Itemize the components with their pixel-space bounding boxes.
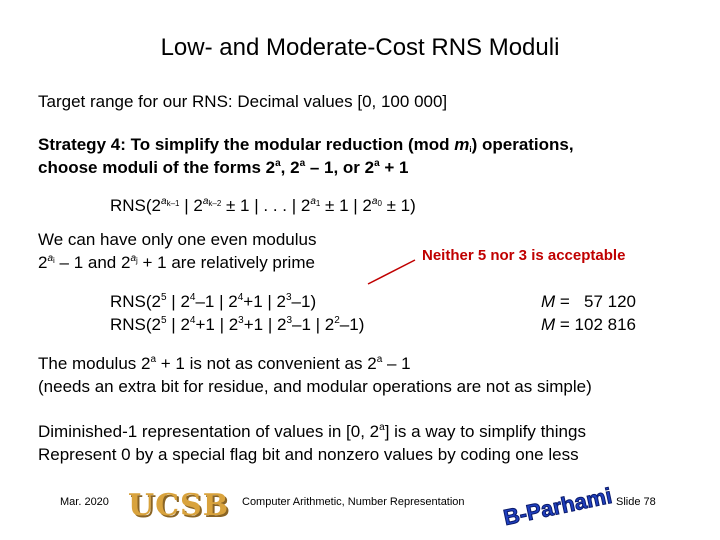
exponent: a1 (310, 196, 321, 208)
exponent: a (379, 422, 385, 433)
rns-example-1 (110, 290, 316, 313)
exponent: a (376, 354, 383, 365)
exponent: a (299, 158, 306, 169)
strategy-text: ) operations, (471, 135, 574, 154)
strategy-text: Strategy 4: To simplify the modular reduction (mod (38, 135, 455, 154)
body-text: Diminished-1 representation of values in [0, 2 (38, 422, 380, 441)
formula-text: +1 | 2 (243, 315, 287, 334)
exponent: ak–2 (202, 196, 222, 208)
formula-text: +1 | 2 (195, 315, 239, 334)
exponent: a0 (371, 196, 382, 208)
exponent: aj (130, 253, 138, 265)
ucsb-logo: UCSB (128, 488, 230, 523)
formula-text: +1 | 2 (243, 292, 286, 311)
body-text: – 1 (382, 354, 411, 373)
strategy-text: choose moduli of the forms 2 (38, 158, 276, 177)
svg-text:B-Parhami: B-Parhami (501, 482, 615, 531)
footer-course: Computer Arithmetic, Number Representation (242, 496, 465, 508)
formula-text: RNS(2 (110, 315, 162, 334)
formula-text: RNS(2 (110, 292, 162, 311)
body-text: ] is a way to simplify things (384, 422, 586, 441)
formula-text: | 2 (179, 196, 203, 215)
formula-text: –1 | 2 (195, 292, 238, 311)
formula-text: 2 (38, 253, 48, 272)
formula-text: –1) (291, 292, 317, 311)
strategy-text: + 1 (379, 158, 409, 177)
callout-text: Neither 5 nor 3 is acceptable (422, 247, 626, 264)
formula-text: | 2 (166, 315, 190, 334)
convenience-line-2: (needs an extra bit for residue, and modular operations are not as simple) (38, 377, 592, 396)
exponent: 5 (161, 292, 167, 303)
even-modulus-line-1: We can have only one even modulus (38, 230, 317, 249)
diminished-line-1 (38, 420, 586, 443)
rns-example-2 (110, 313, 364, 336)
dynamic-range-2 (541, 313, 636, 336)
strategy-text: , 2 (280, 158, 300, 177)
convenience-line-1 (38, 352, 411, 375)
exponent: 4 (189, 315, 196, 326)
formula-text: –1) (339, 315, 365, 334)
exponent: 2 (334, 315, 340, 326)
formula-text: – 1 and 2 (54, 253, 131, 272)
footer-date: Mar. 2020 (60, 496, 109, 508)
exponent: ai (47, 253, 55, 265)
exponent: 5 (161, 315, 167, 326)
exponent: 3 (285, 292, 292, 303)
formula-text: | 2 (166, 292, 190, 311)
exponent: a (150, 354, 157, 365)
formula-text: + 1 are relatively prime (137, 253, 315, 272)
range-value: = 57 120 (555, 292, 636, 311)
exponent: 3 (286, 315, 292, 326)
formula-text: –1 | 2 (292, 315, 335, 334)
diminished-line-2: Represent 0 by a special flag bit and nonzero values by coding one less (38, 445, 579, 464)
slide-number: Slide 78 (616, 496, 656, 508)
modulus-symbol: m (454, 135, 470, 154)
modulus-subscript: i (469, 145, 472, 154)
m-symbol: M (541, 292, 556, 311)
exponent: a (275, 158, 281, 169)
exponent: 4 (237, 292, 244, 303)
b-parhami-logo (501, 482, 615, 531)
exponent: ak–1 (161, 196, 180, 208)
m-symbol: M (541, 315, 556, 334)
exponent: 3 (238, 315, 244, 326)
formula-text: RNS(2 (110, 196, 162, 215)
dynamic-range-1 (541, 290, 636, 313)
exponent: a (374, 158, 380, 169)
exponent: 4 (189, 292, 196, 303)
body-text: The modulus 2 (38, 354, 151, 373)
range-value: = 102 816 (555, 315, 636, 334)
strategy-text: – 1, or 2 (305, 158, 375, 177)
formula-text: ± 1) (381, 196, 416, 215)
formula-text: ± 1 | 2 (320, 196, 372, 215)
target-range-line: Target range for our RNS: Decimal values [0, 100 000] (38, 92, 448, 111)
formula-text: ± 1 | . . . | 2 (221, 196, 311, 215)
body-text: + 1 is not as convenient as 2 (156, 354, 377, 373)
slide-title: Low- and Moderate-Cost RNS Moduli (160, 34, 560, 61)
